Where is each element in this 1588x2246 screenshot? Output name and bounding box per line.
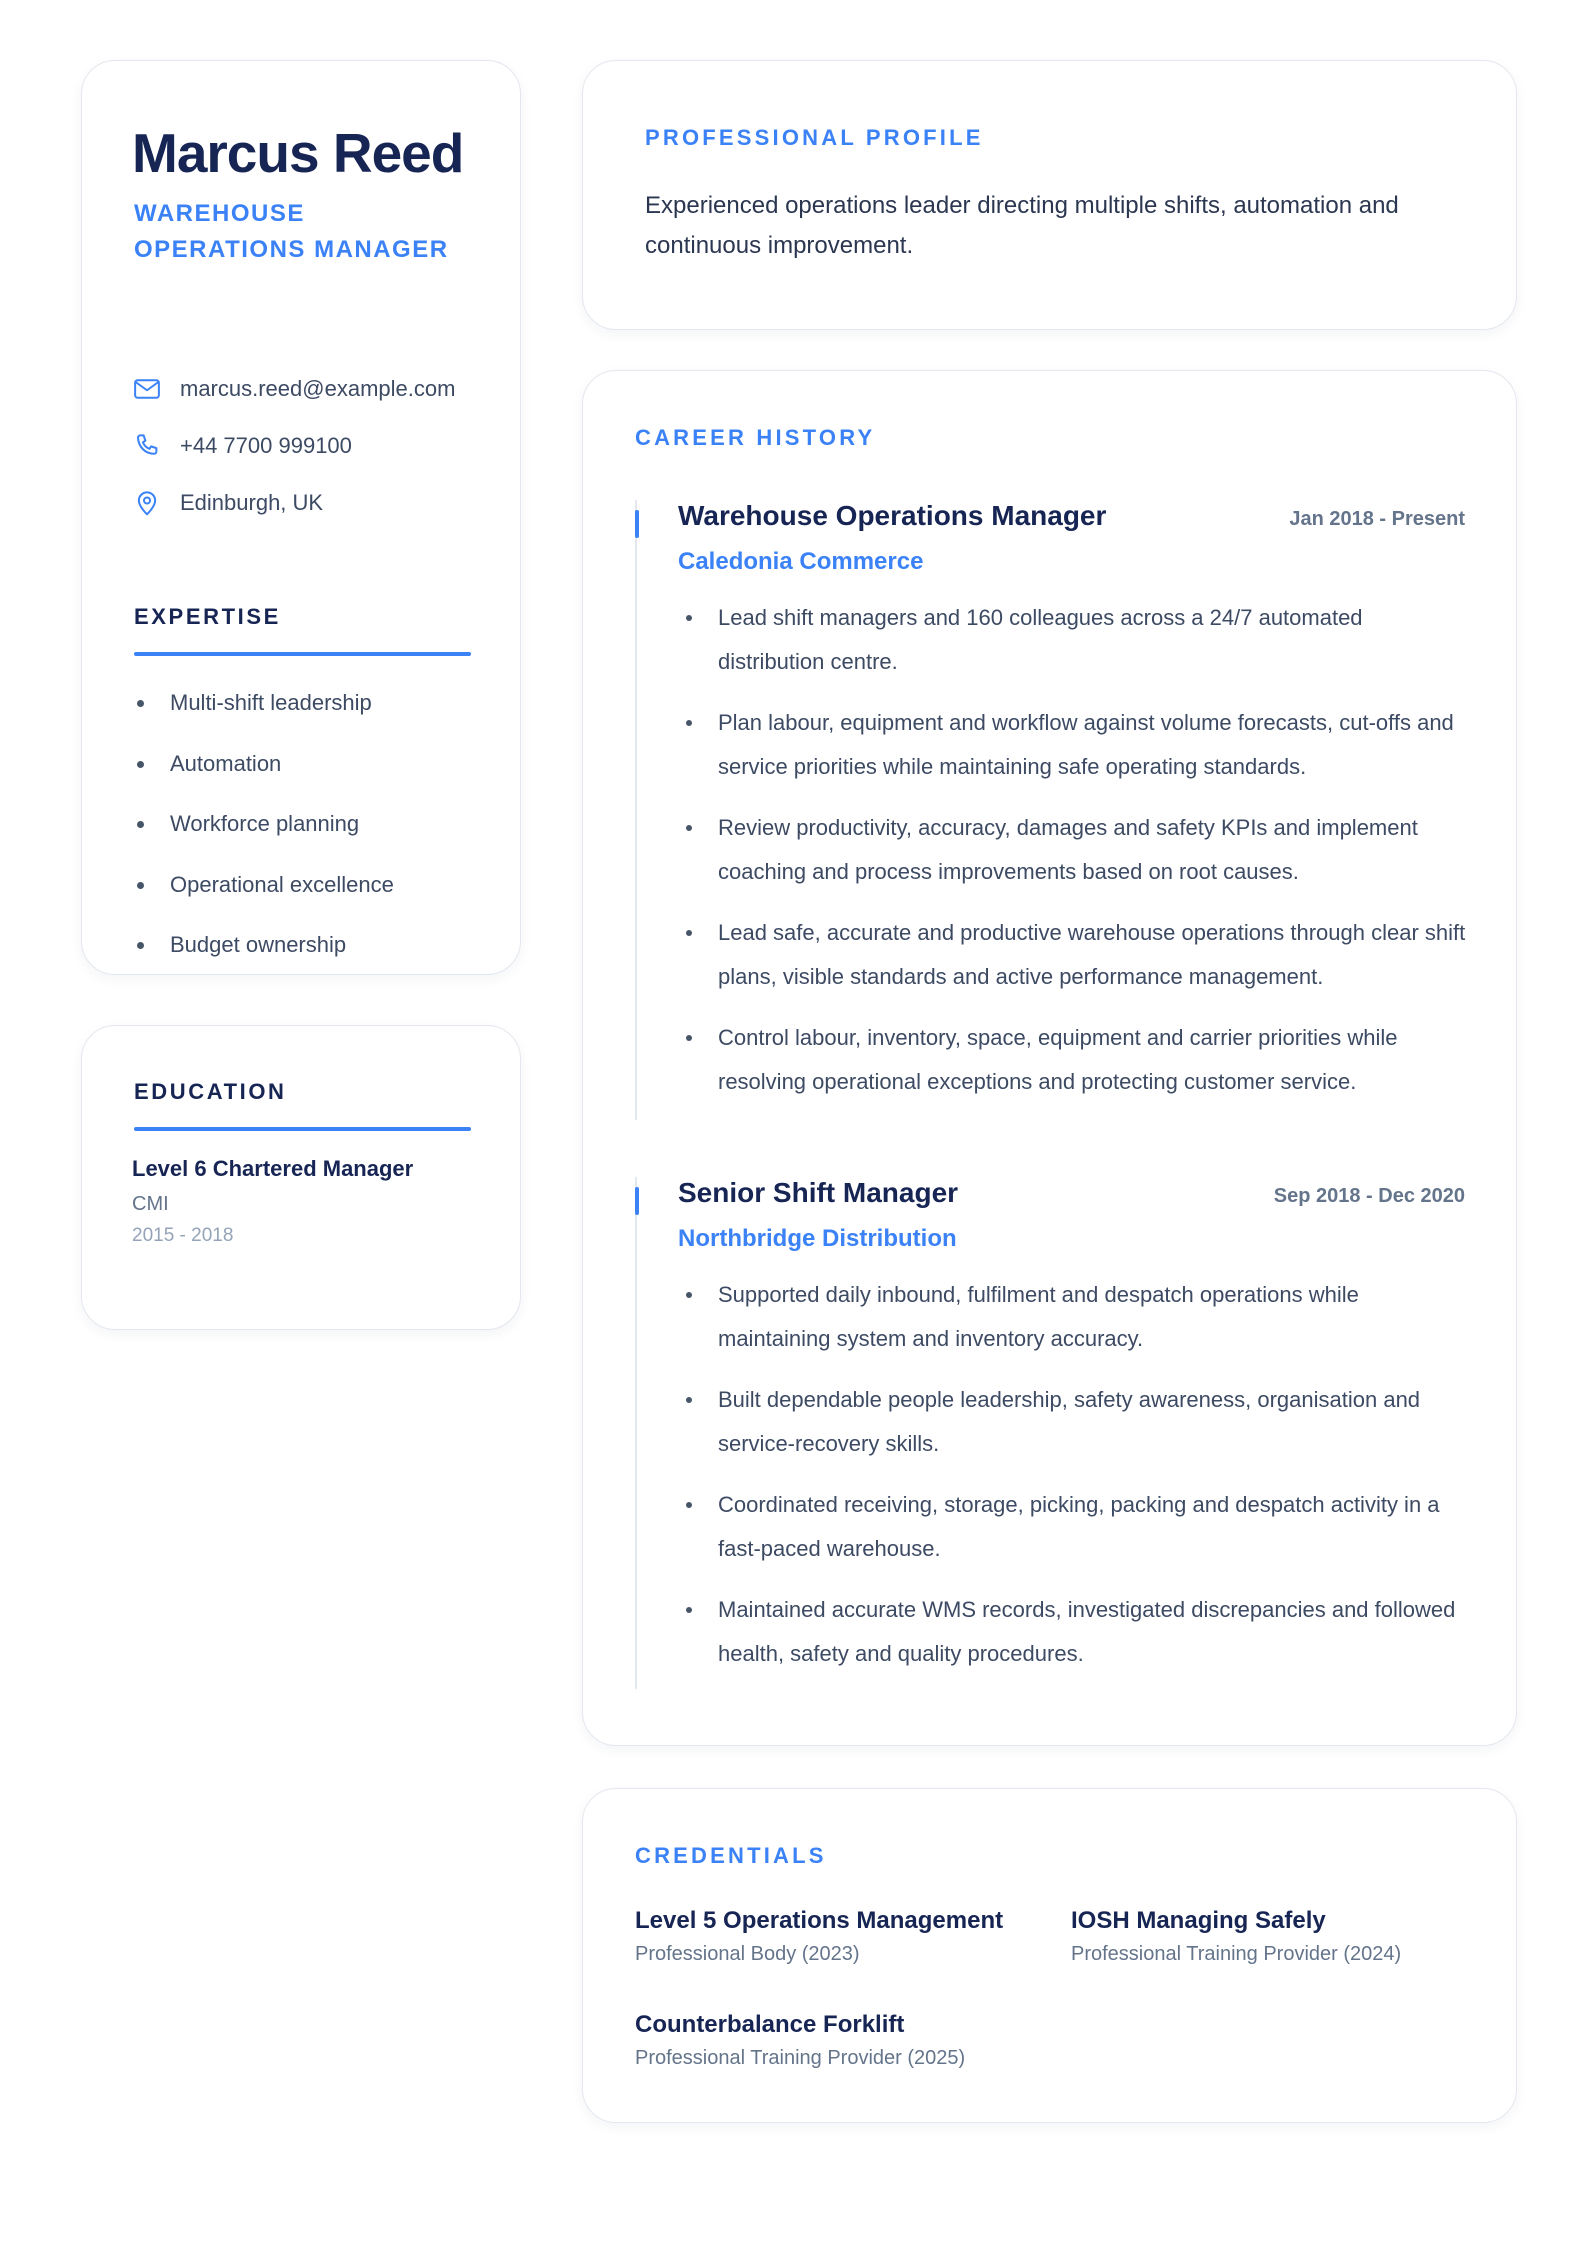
timeline-line <box>635 1177 637 1689</box>
location-pin-icon <box>132 488 162 518</box>
job-bullet: Lead safe, accurate and productive warehouse operations through clear shift plans, visible standards and active performance management. <box>678 911 1468 999</box>
location-text: Edinburgh, UK <box>180 490 324 515</box>
job-bullets <box>678 1273 1468 1693</box>
contact-location <box>132 485 492 521</box>
bullet-dot <box>137 942 144 949</box>
education-card <box>81 1025 521 1330</box>
career-card <box>582 370 1517 1746</box>
candidate-name: Marcus Reed <box>132 122 464 184</box>
bullet-dot <box>137 700 144 707</box>
job-entry <box>635 1177 1465 1689</box>
bullet-dot <box>137 761 144 768</box>
summary-heading: PROFESSIONAL PROFILE <box>645 125 984 150</box>
job-bullet: Built dependable people leadership, safety awareness, organisation and service-recovery skills. <box>678 1378 1468 1466</box>
job-bullet: Maintained accurate WMS records, investigated discrepancies and followed health, safety and quality procedures. <box>678 1588 1468 1676</box>
job-bullet: Plan labour, equipment and workflow against volume forecasts, cut-offs and service priorities while maintaining safe operating standards. <box>678 701 1468 789</box>
job-bullet: Supported daily inbound, fulfilment and despatch operations while maintaining system and inventory accuracy. <box>678 1273 1468 1361</box>
education-dates: 2015 - 2018 <box>132 1225 234 1246</box>
timeline-marker <box>635 510 639 538</box>
skill-label: Automation <box>170 751 282 776</box>
job-title: Senior Shift Manager <box>678 1177 959 1208</box>
contact-phone[interactable] <box>132 428 492 464</box>
education-heading: EDUCATION <box>134 1079 287 1104</box>
credentials-card <box>582 1788 1517 2123</box>
job-bullet: Review productivity, accuracy, damages and safety KPIs and implement coaching and process improvements based on root causes. <box>678 806 1468 894</box>
credential-item <box>1071 1907 1401 1966</box>
credential-title: Counterbalance Forklift <box>635 2011 905 2038</box>
job-company: Caledonia Commerce <box>678 548 924 575</box>
skill-item <box>137 930 346 960</box>
expertise-divider <box>134 652 471 656</box>
education-title: Level 6 Chartered Manager <box>132 1156 414 1181</box>
credentials-heading: CREDENTIALS <box>635 1843 827 1868</box>
summary-card <box>582 60 1517 330</box>
education-divider <box>134 1127 471 1131</box>
role-line-2: OPERATIONS MANAGER <box>134 236 449 263</box>
job-bullet: Control labour, inventory, space, equipment and carrier priorities while resolving operational exceptions and protecting customer service. <box>678 1016 1468 1104</box>
mail-icon <box>132 374 162 404</box>
credential-title: Level 5 Operations Management <box>635 1907 1004 1934</box>
credential-issuer: Professional Training Provider (2025) <box>635 2047 966 2069</box>
credential-item <box>635 1907 1003 1966</box>
job-bullets <box>678 596 1468 1121</box>
phone-icon <box>132 431 162 461</box>
phone-text: +44 7700 999100 <box>180 433 352 458</box>
skill-label: Workforce planning <box>170 811 360 836</box>
role-line-1: WAREHOUSE <box>134 200 305 227</box>
profile-card <box>81 60 521 975</box>
job-bullet: Coordinated receiving, storage, picking, packing and despatch activity in a fast-paced warehouse. <box>678 1483 1468 1571</box>
job-title-headline <box>134 196 474 268</box>
credential-issuer: Professional Training Provider (2024) <box>1071 1943 1402 1965</box>
timeline-marker <box>635 1187 639 1215</box>
job-dates: Sep 2018 - Dec 2020 <box>1273 1185 1465 1207</box>
skill-label: Operational excellence <box>170 872 394 897</box>
credential-title: IOSH Managing Safely <box>1071 1907 1326 1934</box>
skill-item <box>137 688 372 718</box>
career-heading: CAREER HISTORY <box>635 425 876 450</box>
skill-label: Multi-shift leadership <box>170 690 372 715</box>
job-dates: Jan 2018 - Present <box>1289 508 1465 530</box>
job-title: Warehouse Operations Manager <box>678 500 1107 531</box>
job-company: Northbridge Distribution <box>678 1225 957 1252</box>
job-entry <box>635 500 1465 1120</box>
email-text: marcus.reed@example.com <box>180 376 456 401</box>
bullet-dot <box>137 882 144 889</box>
credential-issuer: Professional Body (2023) <box>635 1943 860 1965</box>
skill-item <box>137 809 359 839</box>
skill-item <box>137 870 394 900</box>
bullet-dot <box>137 821 144 828</box>
timeline-line <box>635 500 637 1120</box>
education-org: CMI <box>132 1193 169 1215</box>
skill-label: Budget ownership <box>170 932 347 957</box>
job-bullet: Lead shift managers and 160 colleagues across a 24/7 automated distribution centre. <box>678 596 1468 684</box>
contact-email[interactable] <box>132 371 492 407</box>
skill-item <box>137 749 281 779</box>
summary-text: Experienced operations leader directing multiple shifts, automation and continuous improvement. <box>645 192 1399 259</box>
credential-item <box>635 2011 965 2070</box>
expertise-heading: EXPERTISE <box>134 604 281 629</box>
